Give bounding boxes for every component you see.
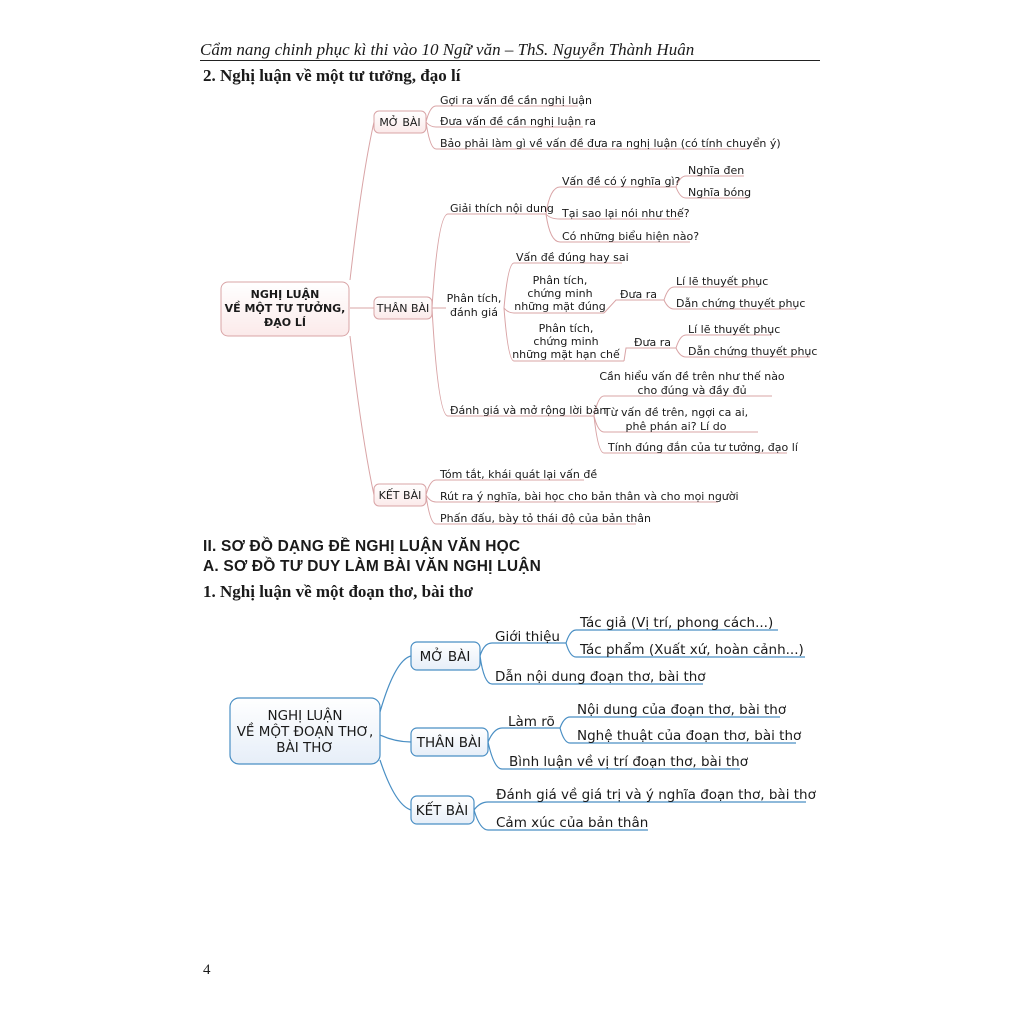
map2-center-line-2: VỀ MỘT ĐOẠN THƠ, xyxy=(236,724,374,740)
map2-tac-pham: Tác phẩm (Xuất xứ, hoàn cảnh...) xyxy=(580,642,804,658)
map1-danh-gia-item-3: Tính đúng đắn của tư tưởng, đạo lí xyxy=(608,441,798,454)
map1-mat-han-che-line-3: những mặt hạn chế xyxy=(512,348,620,361)
map1-center-line-3: ĐẠO LÍ xyxy=(263,316,307,329)
map1-ket-bai-item-2: Rút ra ý nghĩa, bài học cho bản thân và cho mọi người xyxy=(440,490,739,503)
map1-nghia-bong: Nghĩa bóng xyxy=(688,186,752,199)
map2-center-line-1: NGHỊ LUẬN xyxy=(267,708,343,724)
section-2-title: 2. Nghị luận về một tư tưởng, đạo lí xyxy=(203,66,461,85)
page-number: 4 xyxy=(203,962,211,978)
map2-than-bai-label: THÂN BÀI xyxy=(416,735,482,751)
map1-than-bai-label: THÂN BÀI xyxy=(376,302,430,315)
map1-li-le-2: Lí lẽ thuyết phục xyxy=(688,323,781,336)
map2-noi-dung: Nội dung của đoạn thơ, bài thơ xyxy=(577,702,787,718)
map1-phan-tich-line-2: đánh giá xyxy=(450,306,498,319)
section-1-title: 1. Nghị luận về một đoạn thơ, bài thơ xyxy=(203,582,474,601)
map1-center-line-2: VỀ MỘT TƯ TƯỞNG, xyxy=(224,302,346,315)
map1-nghia-den: Nghĩa đen xyxy=(688,164,745,177)
map1-y-nghia: Vấn đề có ý nghĩa gì? xyxy=(562,175,681,188)
map1-dua-ra-2: Đưa ra xyxy=(634,336,671,349)
map1-danh-gia-item-1-line-1: Cần hiểu vấn đề trên như thế nào xyxy=(599,370,785,383)
map1-li-le-1: Lí lẽ thuyết phục xyxy=(676,275,769,288)
map1-danh-gia-item-1-line-2: cho đúng và đầy đủ xyxy=(637,384,747,397)
map1-dan-chung-1: Dẫn chứng thuyết phục xyxy=(676,297,806,310)
page-header: Cẩm nang chinh phục kì thi vào 10 Ngữ văn – ThS. Nguyễn Thành Huân xyxy=(200,40,695,59)
map1-mat-dung-line-2: chứng minh xyxy=(527,287,593,300)
map1-bieu-hien: Có những biểu hiện nào? xyxy=(562,230,700,243)
map1-dua-ra-1: Đưa ra xyxy=(620,288,657,301)
map2-dan-noi-dung: Dẫn nội dung đoạn thơ, bài thơ xyxy=(495,669,706,685)
map2-nghe-thuat: Nghệ thuật của đoạn thơ, bài thơ xyxy=(577,728,802,744)
map2-center-line-3: BÀI THƠ xyxy=(276,740,334,756)
map1-danh-gia-item-2-line-1: Từ vấn đề trên, ngợi ca ai, xyxy=(603,406,749,419)
map2-mo-bai-label: MỞ BÀI xyxy=(419,649,471,665)
heading-A: A. SƠ ĐỒ TƯ DUY LÀM BÀI VĂN NGHỊ LUẬN xyxy=(203,558,542,575)
map2-danh-gia: Đánh giá về giá trị và ý nghĩa đoạn thơ, bài thơ xyxy=(496,787,816,803)
map1-tai-sao: Tại sao lại nói như thế? xyxy=(562,207,690,220)
map1-mo-bai-item-1: Gợi ra vấn đề cần nghị luận xyxy=(440,94,593,107)
map2-lam-ro: Làm rõ xyxy=(508,714,555,730)
heading-II: II. SƠ ĐỒ DẠNG ĐỀ NGHỊ LUẬN VĂN HỌC xyxy=(203,538,521,555)
map1-danh-gia-item-2-line-2: phê phán ai? Lí do xyxy=(625,420,727,433)
map1-ket-bai-label: KẾT BÀI xyxy=(378,489,422,502)
map2-binh-luan: Bình luận về vị trí đoạn thơ, bài thơ xyxy=(509,754,748,770)
map1-dan-chung-2: Dẫn chứng thuyết phục xyxy=(688,345,818,358)
map2-gioi-thieu: Giới thiệu xyxy=(495,629,560,645)
map2-ket-bai-label: KẾT BÀI xyxy=(415,803,469,819)
map1-phan-tich-line-1: Phân tích, xyxy=(446,292,502,305)
map1-mo-bai-item-2: Đưa vấn đề cần nghị luận ra xyxy=(440,115,596,128)
map2-tac-gia: Tác giả (Vị trí, phong cách...) xyxy=(580,615,774,631)
map1-mat-dung-line-3: những mặt đúng xyxy=(514,300,606,313)
map1-ket-bai-item-3: Phấn đấu, bày tỏ thái độ của bản thân xyxy=(440,512,652,525)
map1-ket-bai-item-1: Tóm tắt, khái quát lại vấn đề xyxy=(440,468,598,481)
map1-danh-gia-label: Đánh giá và mở rộng lời bàn xyxy=(450,404,607,417)
map1-mo-bai-label: MỞ BÀI xyxy=(379,116,421,129)
map1-center-line-1: NGHỊ LUẬN xyxy=(250,288,320,301)
map1-mat-dung-line-1: Phân tích, xyxy=(532,274,588,287)
map2-cam-xuc: Cảm xúc của bản thân xyxy=(496,815,649,831)
map1-mat-han-che-line-1: Phân tích, xyxy=(538,322,594,335)
map1-mo-bai-item-3: Bảo phải làm gì về vấn đề đưa ra nghị luận (có tính chuyển ý) xyxy=(440,137,781,150)
map1-giai-thich-label: Giải thích nội dung xyxy=(450,202,554,215)
map1-mat-han-che-line-2: chứng minh xyxy=(533,335,599,348)
map1-dung-sai: Vấn đề đúng hay sai xyxy=(516,251,629,264)
